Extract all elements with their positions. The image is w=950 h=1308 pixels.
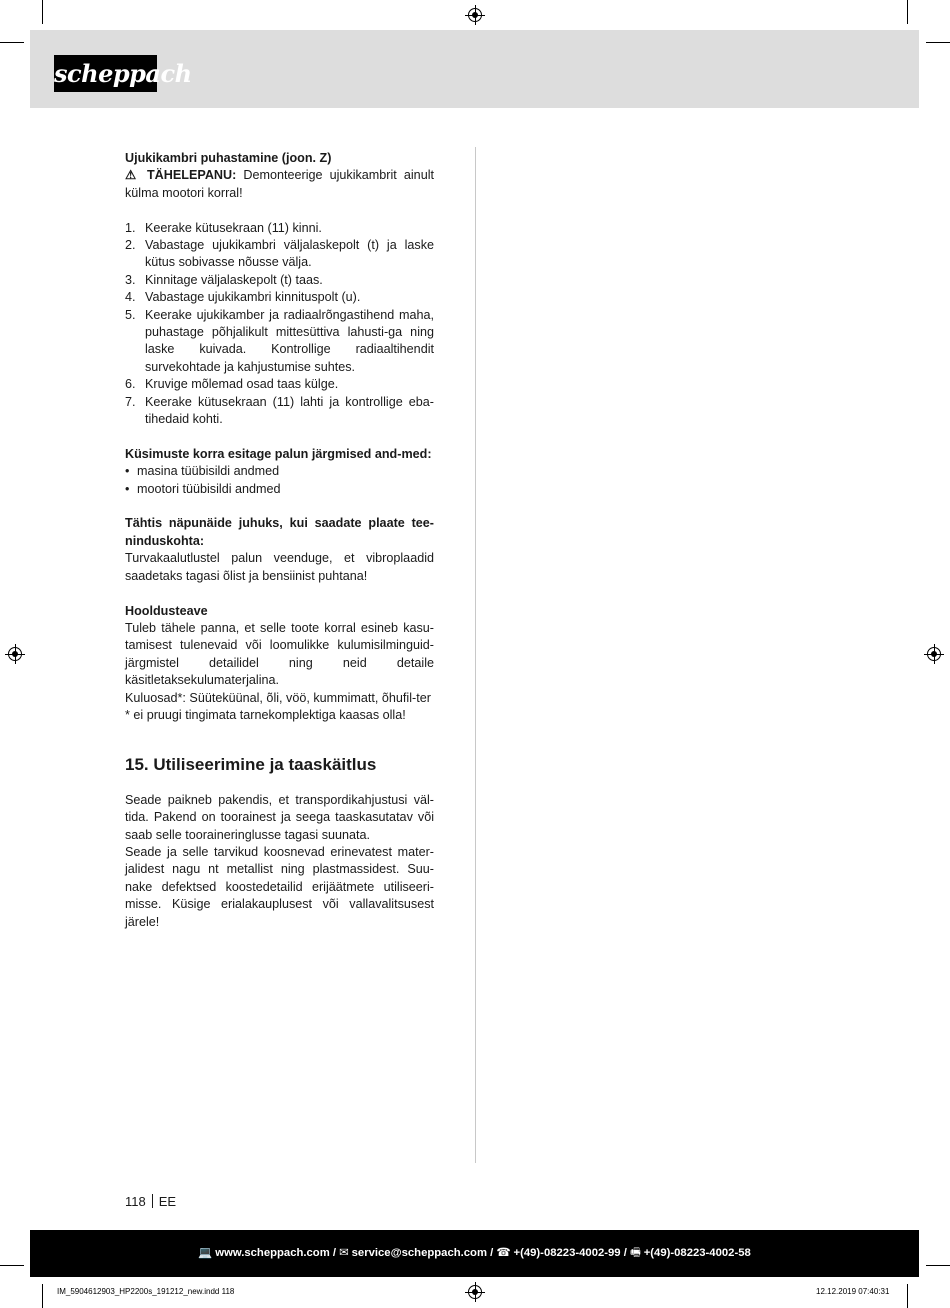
step-number: 5. (125, 307, 136, 322)
registration-mark-icon (468, 8, 482, 22)
cleaning-steps-list (125, 220, 434, 429)
list-item (125, 220, 434, 237)
print-slug-datetime: 12.12.2019 07:40:31 (816, 1287, 890, 1296)
crop-mark (0, 42, 24, 43)
list-item (125, 237, 434, 272)
step-number: 3. (125, 272, 136, 287)
maintenance-heading: Hooldusteave (125, 603, 208, 618)
warning-icon: ⚠ (125, 168, 140, 183)
registration-mark-icon (927, 647, 941, 661)
step-number: 1. (125, 220, 136, 235)
list-item (125, 481, 434, 498)
page-number (125, 1193, 176, 1210)
main-text-column (125, 150, 434, 931)
mail-icon: ✉ (339, 1247, 349, 1259)
website-link[interactable]: www.scheppach.com (215, 1247, 330, 1259)
disposal-paragraph-1: Seade paikneb pakendis, et transpordikahjustusi väl-tida. Pakend on toorainest ja seega taaskasutatav või saab selle tooraineringlusse tagasi suunata. (125, 792, 434, 842)
list-item (125, 463, 434, 480)
bullet-text: mootori tüübisildi andmed (137, 481, 281, 496)
column-divider (475, 147, 476, 1163)
list-item (125, 376, 434, 393)
step-text: Keerake ujukikamber ja radiaalrõngastihend maha, puhastage põhjalikult mittesüttiva lahusti-ga ning laske kuivada. Kontrollige radiaaltihendit survekohtade ja kahjustumise suhtes. (145, 307, 434, 374)
list-item (125, 307, 434, 377)
questions-bullet-list (125, 463, 434, 498)
print-slug-file: IM_5904612903_HP2200s_191212_new.indd 118 (57, 1287, 235, 1296)
step-number: 4. (125, 290, 136, 305)
computer-icon: 💻 (198, 1247, 213, 1259)
step-text: Keerake kütusekraan (11) lahti ja kontrollige eba-tihedaid kohti. (145, 394, 434, 427)
crop-mark (926, 42, 950, 43)
crop-mark (907, 1284, 908, 1308)
phone-icon: ☎ (496, 1247, 511, 1259)
list-item (125, 272, 434, 289)
scheppach-logo: scheppach (54, 55, 157, 92)
bullet-text: masina tüübisildi andmed (137, 464, 280, 479)
bullet-icon: • (125, 464, 130, 479)
section-heading-disposal: 15. Utiliseerimine ja taaskäitlus (125, 754, 377, 774)
email-link[interactable]: service@scheppach.com (351, 1247, 487, 1259)
fax-icon: 🖷 (630, 1247, 641, 1259)
footnote-text: * ei pruugi tingimata tarnekomplektiga kaasas olla! (125, 707, 406, 722)
list-item (125, 394, 434, 429)
disposal-paragraph-2: Seade ja selle tarvikud koosnevad erinevatest mater-jalidest nagu nt metallist ning plastmassidest. Suu-nake defektsed koostedetailid erijäätmete utiliseeri-misse. Küsige erialakauplusest või vallavalitsusest järele! (125, 844, 434, 929)
step-text: Vabastage ujukikambri kinnituspolt (u). (145, 290, 361, 305)
step-number: 2. (125, 238, 136, 253)
warning-paragraph (125, 167, 434, 202)
wear-parts-text: Kuluosad*: Süüteküünal, õli, vöö, kummimatt, õhufil-ter (125, 690, 431, 705)
page-number-separator (152, 1194, 153, 1208)
footer-separator: / (487, 1247, 497, 1259)
crop-mark (42, 1284, 43, 1308)
step-text: Vabastage ujukikambri väljalaskepolt (t) ja laske kütus sobivasse nõusse välja. (145, 238, 434, 270)
step-text: Kruvige mõlemad osad taas külge. (145, 377, 339, 392)
crop-mark (907, 0, 908, 24)
registration-mark-icon (468, 1285, 482, 1299)
registration-mark-icon (8, 647, 22, 661)
section-heading-float-chamber: Ujukikambri puhastamine (joon. Z) (125, 151, 332, 165)
questions-heading: Küsimuste korra esitage palun järgmised and-med: (125, 446, 432, 461)
service-text: Turvakaalutlustel palun veenduge, et vibroplaadid saadetaks tagasi õlist ja bensiinist puhtana! (125, 551, 434, 583)
footer-separator: / (620, 1247, 631, 1259)
footer-separator: / (329, 1247, 340, 1259)
service-heading: Tähtis näpunäide juhuks, kui saadate plaate tee-ninduskohta: (125, 516, 434, 548)
maintenance-text: Tuleb tähele panna, et selle toote korral esineb kasu-tamisest tulenevaid või loomulikke kulumisilminguid-järgmistel detailidel ning neid detaile käsitletaksekulumaterjalina. (125, 620, 434, 688)
page-number-value: 118 (125, 1194, 146, 1209)
step-text: Keerake kütusekraan (11) kinni. (145, 220, 322, 235)
step-number: 7. (125, 394, 136, 409)
crop-mark (42, 0, 43, 24)
fax-number: +(49)-08223-4002-58 (643, 1247, 751, 1259)
bullet-icon: • (125, 481, 130, 496)
language-code: EE (158, 1194, 177, 1209)
page-header (30, 30, 919, 108)
crop-mark (0, 1265, 24, 1266)
step-number: 6. (125, 377, 136, 392)
warning-label: TÄHELEPANU: (146, 168, 237, 183)
phone-number: +(49)-08223-4002-99 (513, 1247, 621, 1259)
list-item (125, 289, 434, 306)
crop-mark (926, 1265, 950, 1266)
warning-text: Demonteerige ujukikambrit ainult külma mootori korral! (125, 168, 434, 200)
step-text: Kinnitage väljalaskepolt (t) taas. (145, 272, 323, 287)
page-footer (30, 1230, 919, 1277)
